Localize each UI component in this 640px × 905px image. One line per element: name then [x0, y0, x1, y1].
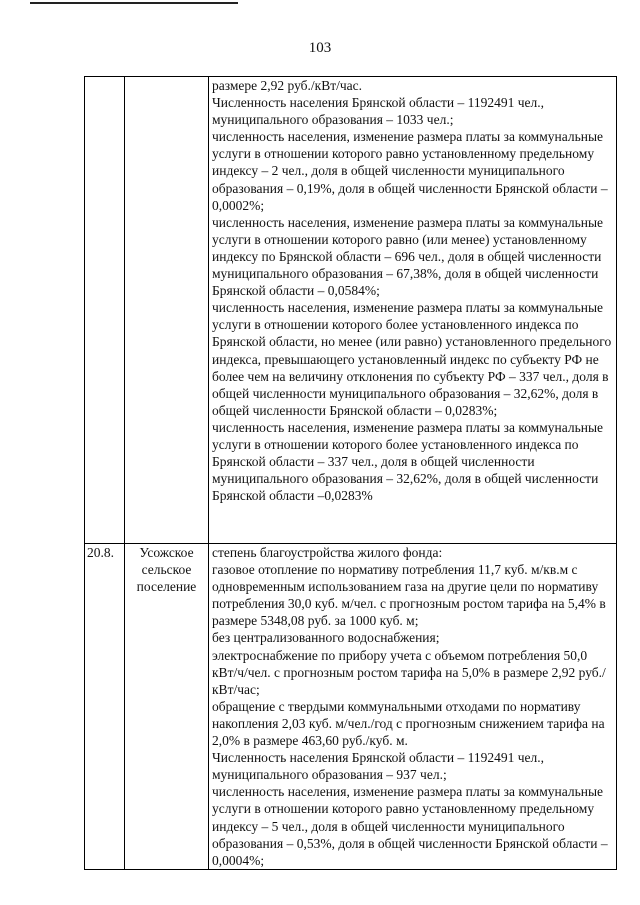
settlement-name: Усожское сельское поселение [125, 544, 209, 870]
text-line: степень благоустройства жилого фонда: [212, 545, 443, 560]
text-line: численность населения, изменение размера платы за коммунальные услуги в отношении которого равно установленному предельному индексу – 2 чел., доля в общей численности муниципального образования – 0,19%, доля в общей численности Брянской области – 0,0002%; [212, 129, 608, 213]
table-row [85, 544, 617, 870]
text-line: численность населения, изменение размера платы за коммунальные услуги в отношении которого более установленного индекса по Брянской области – 337 чел., доля в общей численности муниципального образования – 32,62%, доля в общей численности Брянской области –0,0283% [212, 419, 604, 504]
indicator-text [209, 77, 617, 544]
top-rule [30, 2, 238, 4]
text-line: Численность населения Брянской области – 1192491 чел., муниципального образования – 937 чел.; [212, 750, 544, 783]
row-number [85, 77, 125, 544]
page-number: 103 [308, 40, 332, 56]
text-line: электроснабжение по прибору учета с объемом потребления 50,0 кВт/ч/чел. с прогнозным ростом тарифа на 5,0% в размере 2,92 руб./кВт/час; [212, 647, 606, 697]
text-line: численность населения, изменение размера платы за коммунальные услуги в отношении которого равно установленному предельному индексу – 5 чел., доля в общей численности муниципального образования – 0,53%, доля в общей численности Брянской области – 0,0004%; [212, 784, 608, 868]
text-line: газовое отопление по нормативу потребления 11,7 куб. м/кв.м с одновременным использованием газа на другие цели по нормативу потребления 30,0 куб. м/чел. с прогнозным ростом тарифа на 5,4% в размере 5348,08 руб. за 1000 куб. м; [212, 562, 606, 629]
table-row [85, 77, 617, 544]
indicator-text [209, 544, 617, 870]
text-line: численность населения, изменение размера платы за коммунальные услуги в отношении которого более установленного индекса по Брянской области, но менее (или равно) установленного предельного индекса, превышающего установленный индекс по субъекту РФ не более чем на величину отклонения по субъекту РФ – 337 чел., доля в общей численности муниципального образования – 32,62%, доля в общей численности Брянской области – 0,0283%; [212, 300, 612, 418]
text-line: размере 2,92 руб./кВт/час. [212, 78, 363, 93]
text-line: обращение с твердыми коммунальными отходами по нормативу накопления 2,03 куб. м/чел./год с прогнозным снижением тарифа на 2,0% в размере 463,60 руб./куб. м. [212, 698, 605, 749]
text-line: без централизованного водоснабжения; [212, 630, 440, 646]
text-line: численность населения, изменение размера платы за коммунальные услуги в отношении которого равно (или менее) установленному индексу по Брянской области – 696 чел., доля в общей численности муниципального образования – 67,38%, доля в общей численности Брянской области – 0,0584%; [212, 214, 604, 299]
text-line: Численность населения Брянской области – 1192491 чел., муниципального образования – 1033 чел.; [212, 95, 544, 128]
row-number: 20.8. [85, 544, 125, 870]
settlement-name [125, 77, 209, 544]
municipal-table [84, 76, 617, 870]
